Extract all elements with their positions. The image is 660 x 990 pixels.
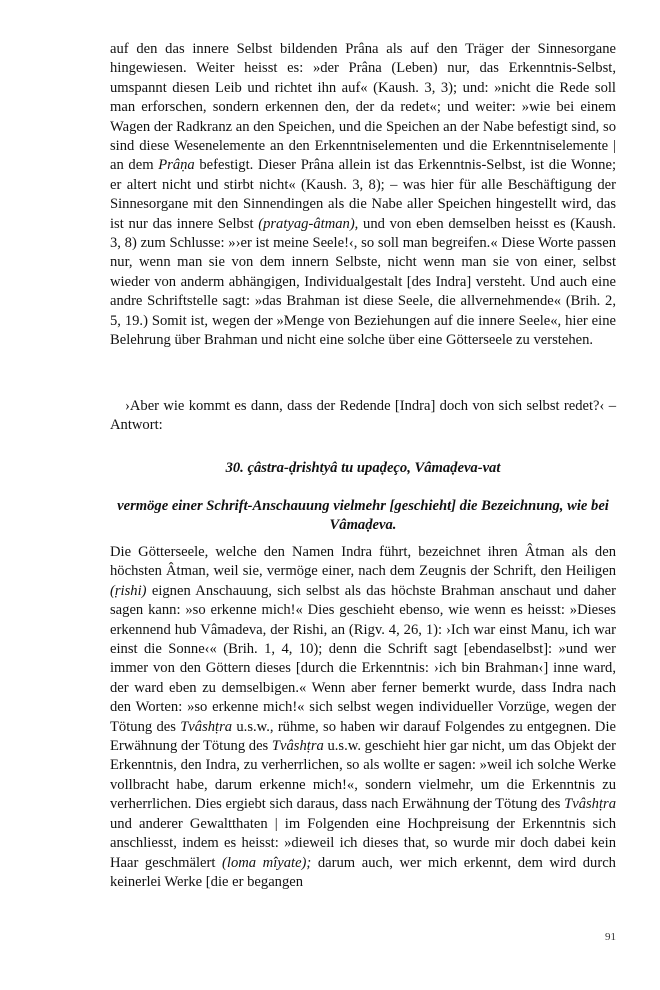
text-run: und von eben demselben heisst es (Kaush. 3, 8) zum Schlusse: »›er ist meine Seele!‹, so soll man begreifen.« Diese Worte passen nur, wenn man sie von dem innern Selbste, nicht wenn man sie von einer, selbst wieder von anderm abhängigen, Individualgestalt [des Indra] versteht. Und auch eine andre Schriftstelle sagt: »das Brahman ist diese Seele, die allvernehmende« (Brih. 2, 5, 19.) Somit ist, wegen der »Menge von Beziehungen auf die innere Seele«, hier eine Belehrung über Brahman und nicht eine solche über eine Götterseele zu verstehen. [110, 215, 616, 349]
italic-term: Prâṇa [158, 157, 195, 174]
italic-term: (loma mîyate); [222, 854, 312, 871]
body-paragraph-1 [110, 40, 616, 351]
sutra-heading: 30. çâstra-ḍrishtyâ tu upaḍeço, Vâmaḍeva-vat [225, 460, 501, 476]
text-run: u.s.w. geschieht hier gar nicht, um das Objekt der Erkenntnis, den Indra, zu verherrlichen, so als wollte er sagen: »weil ich solche Werke vollbracht habe, darum erkenne mich!«, sondern vielmehr, um die Erkenntnis zu verherrlichen. Dies ergiebt sich daraus, dass nach Erwähnung der Tötung des [110, 738, 616, 813]
italic-term: (pratyag-âtman), [258, 215, 359, 232]
body-paragraph-3 [110, 543, 616, 892]
sutra-translation: vermöge einer Schrift-Anschauung vielmehr [geschieht] die Bezeichnung, wie bei Vâmaḍeva. [117, 498, 609, 534]
text-run: darum auch, wer mich erkennt, dem wird durch keinerlei Werke [die er begangen [110, 854, 616, 890]
text-run: u.s.w., rühme, so haben wir darauf Folgendes zu entgegnen. Die Erwähnung der Tötung des [110, 718, 616, 755]
body-paragraph-2: ›Aber wie kommt es dann, dass der Redende [Indra] doch von sich selbst redet?‹ – Antwort: [110, 398, 616, 434]
text-run: und anderer Gewaltthaten | im Folgenden eine Hochpreisung der Erkenntnis sich anschliesst, indem es heisst: »dieweil ich dieses that, so wurde mir doch dabei kein Haar geschmälert [110, 815, 616, 871]
text-run: eignen Anschauung, sich selbst als das höchste Brahman anschaut und daher sagen kann: »so erkenne mich!« Dies geschieht ebenso, wie wenn es heisst: »Dieses erkennend hub Vâmadeva, der Rishi, an (Rigv. 4, 26, 1): ›Ich war einst Manu, ich war einst die Sonne‹« (Brih. 1, 4, 10); denn die Schrift sagt [ebendaselbst]: »und wer immer von den Göttern dieses [durch die Erkenntnis: ›ich bin Brahman‹] inne ward, der ward eben zu demselbigen.« Wenn aber ferner bemerkt wurde, dass Indra nach den Worten: »so erkenne mich!« sich selbst wegen individueller Vorzüge, wegen der Tötung des [110, 582, 616, 735]
italic-term: (ṛishi) [110, 582, 147, 599]
italic-term: Tvâshṭra [564, 796, 616, 813]
italic-term: Tvâshṭra [271, 738, 324, 755]
page-number: 91 [605, 931, 616, 943]
text-run: Die Götterseele, welche den Namen Indra führt, bezeichnet ihren Âtman als den höchsten Âtman, weil sie, vermöge einer, nach dem Zeugnis der Schrift, den Heiligen [110, 544, 616, 580]
text-run: auf den das innere Selbst bildenden Prâna als auf den Träger der Sinnesorgane hingewiesen. Weiter heisst es: »der Prâna (Leben) nur, das Erkenntnis-Selbst, umspannt diesen Leib und richtet ihn auf« (Kaush. 3, 3); und: »nicht die Rede soll man erforschen, sondern erkennen den, der da redet«; und weiter: »wie bei einem Wagen der Radkranz an den Speichen, und die Speichen an der Nabe befestigt sind, so sind diese Wesenelemente an den Erkenntniselementen und die Erkenntniselemente | an dem [110, 41, 616, 174]
italic-term: Tvâshṭra [180, 718, 233, 735]
text-run: befestigt. Dieser Prâna allein ist das Erkenntnis-Selbst, ist die Wonne; er altert nicht und stirbt nicht« (Kaush. 3, 8); – was hier für alle Beschäftigung der Sinnesorgane mit den Sinnendingen als die Nabe aller Speichen hingestellt wird, das ist nur das innere Selbst [110, 157, 617, 232]
